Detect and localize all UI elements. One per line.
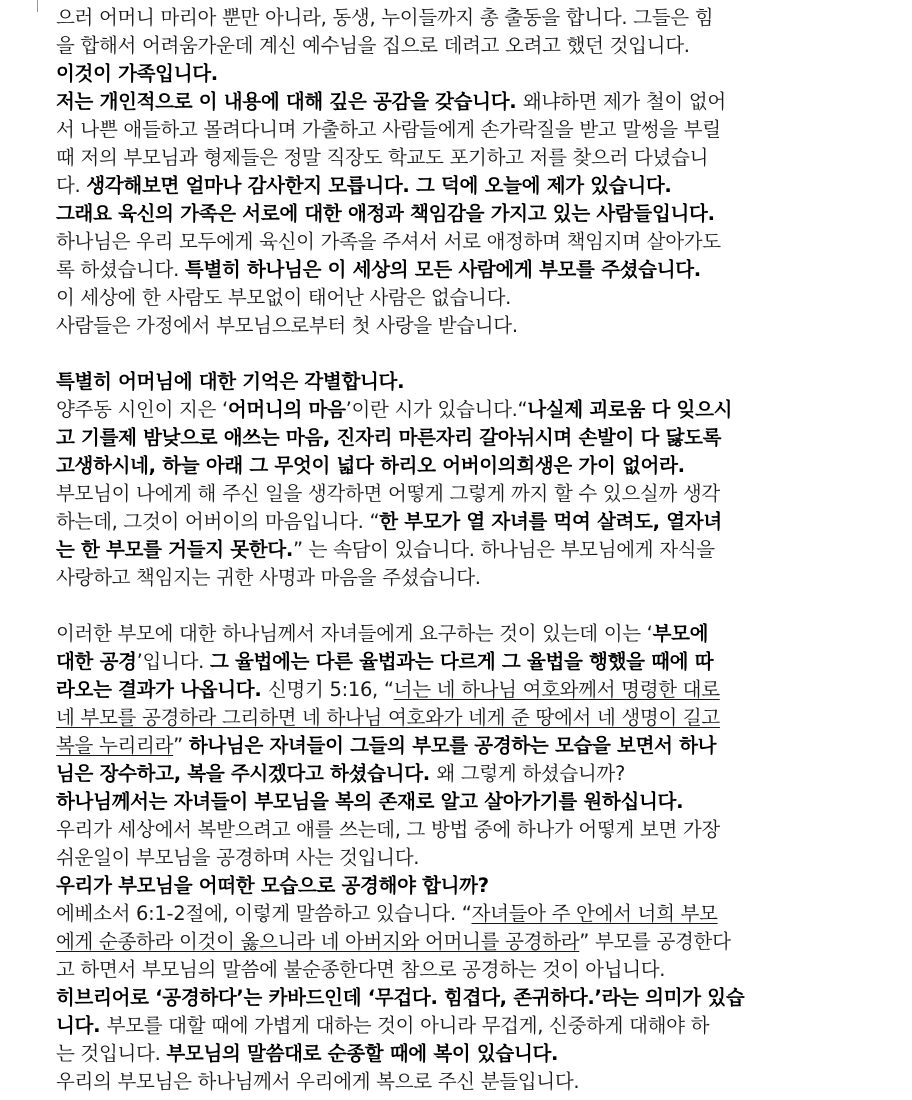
text-run: ” 는 속담이 있습니다. 하나님은 부모님에게 자식을 — [292, 538, 715, 561]
text-line — [56, 480, 880, 508]
text-run: 히브리어로 ‘공경하다’는 카바드인데 ‘무겁다. 힘겹다, 존귀하다.’라는 의미가 있습 — [56, 986, 745, 1009]
text-run: 신명기 5:16, “ — [267, 678, 394, 701]
text-run: 하나님은 우리 모두에게 육신이 가족을 주셔서 서로 애정하며 책임지며 살아가도 — [56, 230, 721, 253]
text-line — [56, 396, 880, 424]
text-line — [56, 816, 880, 844]
text-line — [56, 60, 880, 88]
text-line — [56, 900, 880, 928]
text-line — [56, 788, 880, 816]
text-line — [56, 1040, 880, 1068]
text-line — [56, 424, 880, 452]
text-run: 쉬운일이 부모님을 공경하며 사는 것입니다. — [56, 846, 420, 869]
text-line — [56, 564, 880, 592]
text-run: 에베소서 6:1-2절에, 이렇게 말씀하고 있습니다. “ — [56, 902, 472, 925]
text-run: 우리가 부모님을 어떠한 모습으로 공경해야 합니까? — [56, 874, 489, 897]
text-line — [56, 1068, 880, 1096]
text-run: 복을 누리리라 — [56, 734, 174, 757]
text-run: 때 저의 부모님과 형제들은 정말 직장도 학교도 포기하고 저를 찾으러 다녔습니 — [56, 146, 709, 169]
text-run: 양주동 시인이 지은 ‘ — [56, 398, 228, 421]
text-run: 하나님께서는 자녀들이 부모님을 복의 존재로 알고 살아가기를 원하십니다. — [56, 790, 684, 813]
text-run: 라오는 결과가 나옵니다. — [56, 678, 268, 701]
text-line — [56, 536, 880, 564]
text-line — [56, 1012, 880, 1040]
text-run: 부모님의 말씀대로 순종할 때에 복이 있습니다. — [166, 1042, 559, 1065]
text-run: 고 기를제 밤낮으로 애쓰는 마음, 진자리 마른자리 갈아뉘시며 손발이 다 닳도록 — [56, 426, 722, 449]
text-line — [56, 200, 880, 228]
text-line — [56, 340, 880, 368]
text-line — [56, 452, 880, 480]
text-line — [56, 732, 880, 760]
text-line — [56, 172, 880, 200]
text-run: 나실제 괴로움 다 잊으시 — [527, 398, 733, 421]
text-line — [56, 620, 880, 648]
text-run: 자녀들아 주 안에서 너희 부모 — [471, 902, 718, 925]
text-run: 생각해보면 얼마나 감사한지 모릅니다. 그 덕에 오늘에 제가 있습니다. — [86, 174, 672, 197]
text-run: 고생하시네, 하늘 아래 그 무엇이 넓다 하리오 어버이의희생은 가이 없어라. — [56, 454, 685, 477]
text-run: 록 하셨습니다. — [56, 258, 185, 281]
text-line — [56, 648, 880, 676]
text-line — [56, 928, 880, 956]
text-run: 특별히 어머님에 대한 기억은 각별합니다. — [56, 370, 405, 393]
text-line — [56, 4, 880, 32]
text-run: ’입니다. — [136, 650, 210, 673]
text-line — [56, 368, 880, 396]
text-line — [56, 116, 880, 144]
text-run: 저는 개인적으로 이 내용에 대해 깊은 공감을 갖습니다. — [56, 90, 523, 113]
text-run: 니다. — [56, 1014, 107, 1037]
text-line — [56, 32, 880, 60]
text-run: 다. — [56, 174, 87, 197]
text-run: 는 한 부모를 거들지 못한다. — [56, 538, 293, 561]
text-line — [56, 676, 880, 704]
text-run: 왜냐하면 제가 철이 없어 — [522, 90, 726, 113]
text-run: 한 부모가 열 자녀를 먹여 살려도, 열자녀 — [379, 510, 722, 533]
text-run: 이러한 부모에 대한 하나님께서 자녀들에게 요구하는 것이 있는데 이는 ‘ — [56, 622, 653, 645]
text-run: ’이란 시가 있습니다.“ — [345, 398, 528, 421]
text-line — [56, 228, 880, 256]
text-run: 그 율법에는 다른 율법과는 다르게 그 율법을 행했을 때에 따 — [209, 650, 714, 673]
text-run: 특별히 하나님은 이 세상의 모든 사람에게 부모를 주셨습니다. — [184, 258, 701, 281]
text-line — [56, 144, 880, 172]
text-line — [56, 844, 880, 872]
text-run: 고 하면서 부모님의 말씀에 불순종한다면 참으로 공경하는 것이 아닙니다. — [56, 958, 666, 981]
text-run: 으러 어머니 마리아 뿐만 아니라, 동생, 누이들까지 총 출동을 합니다. 그들은 힘 — [56, 6, 714, 29]
text-run: ” 부모를 공경한다 — [579, 930, 731, 953]
text-line — [56, 592, 880, 620]
text-run: 님은 장수하고, 복을 주시겠다고 하셨습니다. — [56, 762, 437, 785]
text-run: 왜 그렇게 하셨습니까? — [436, 762, 626, 785]
text-run: 사람들은 가정에서 부모님으로부터 첫 사랑을 받습니다. — [56, 314, 518, 337]
text-run: 을 합해서 어려움가운데 계신 예수님을 집으로 데려고 오려고 했던 것입니다. — [56, 34, 690, 57]
text-line — [56, 508, 880, 536]
text-run: 우리가 세상에서 복받으려고 애를 쓰는데, 그 방법 중에 하나가 어떻게 보면 가장 — [56, 818, 720, 841]
text-run: 어머니의 마음 — [227, 398, 346, 421]
left-margin-marker — [37, 0, 38, 12]
text-line — [56, 88, 880, 116]
text-run: 우리의 부모님은 하나님께서 우리에게 복으로 주신 분들입니다. — [56, 1070, 580, 1093]
text-run: 대한 공경 — [56, 650, 137, 673]
text-run: 하는데, 그것이 어버이의 마음입니다. “ — [56, 510, 380, 533]
text-run: 이 세상에 한 사람도 부모없이 태어난 사람은 없습니다. — [56, 286, 512, 309]
text-line — [56, 284, 880, 312]
text-line — [56, 704, 880, 732]
text-line — [56, 872, 880, 900]
text-run: 하나님은 자녀들이 그들의 부모를 공경하는 모습을 보면서 하나 — [188, 734, 717, 757]
text-run: 부모를 대할 때에 가볍게 대하는 것이 아니라 무겁게, 신중하게 대해야 하 — [106, 1014, 710, 1037]
text-run: 서 나쁜 애들하고 몰려다니며 가출하고 사람들에게 손가락질을 받고 말썽을 부릴 — [56, 118, 721, 141]
text-run: 그래요 육신의 가족은 서로에 대한 애정과 책임감을 가지고 있는 사람들입니다. — [56, 202, 715, 225]
text-line — [56, 256, 880, 284]
text-run: 사랑하고 책임지는 귀한 사명과 마음을 주셨습니다. — [56, 566, 481, 589]
text-run: 이것이 가족입니다. — [56, 62, 218, 85]
text-run: 네 부모를 공경하라 그리하면 네 하나님 여호와가 네게 준 땅에서 네 생명이 길고 — [56, 706, 720, 729]
text-run: 는 것입니다. — [56, 1042, 167, 1065]
text-run: 부모님이 나에게 해 주신 일을 생각하면 어떻게 그렇게 까지 할 수 있으실까 생각 — [56, 482, 720, 505]
text-line — [56, 760, 880, 788]
text-run: 부모에 — [652, 622, 709, 645]
text-line — [56, 984, 880, 1012]
text-line — [56, 956, 880, 984]
text-run: 너는 네 하나님 여호와께서 명령한 대로 — [393, 678, 720, 701]
text-line — [56, 312, 880, 340]
text-run: ” — [173, 734, 189, 757]
text-run: 에게 순종하라 이것이 옳으니라 네 아버지와 어머니를 공경하라 — [56, 930, 580, 953]
